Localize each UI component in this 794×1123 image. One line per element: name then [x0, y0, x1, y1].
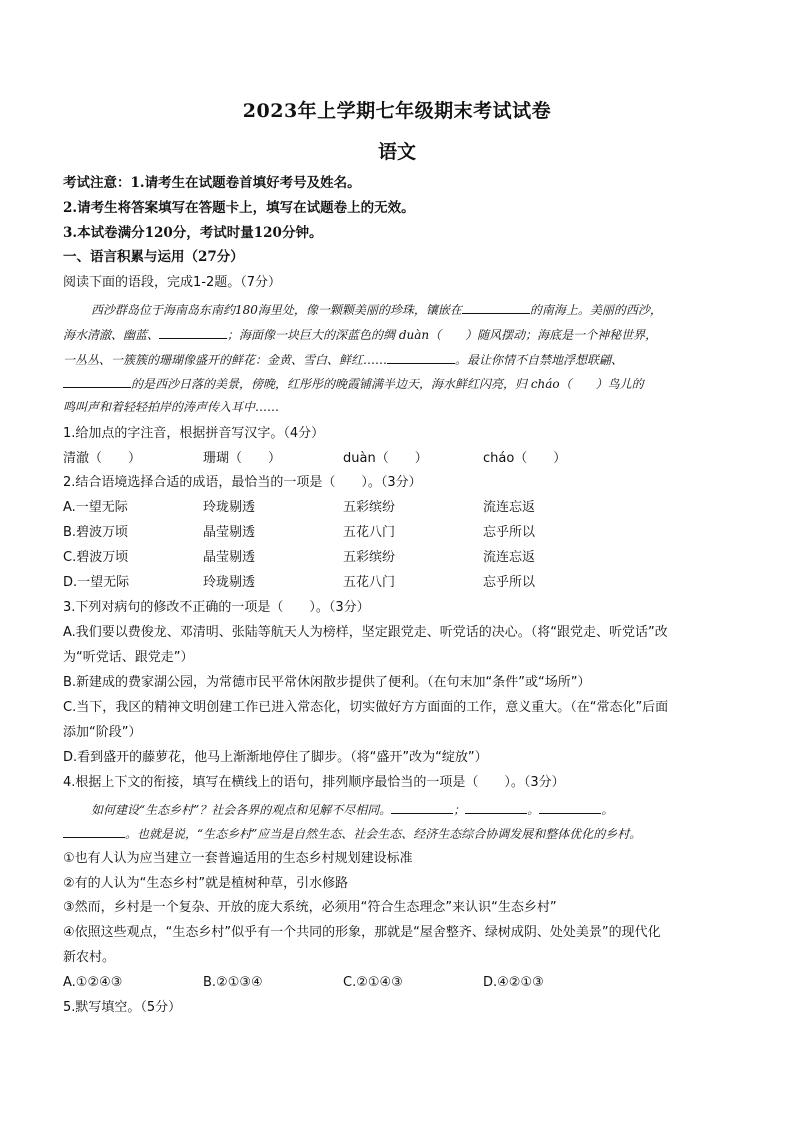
fill-blank — [462, 301, 530, 314]
passage-line-5: 鸣叫声和着轻轻拍岸的涛声传入耳中…… — [63, 400, 280, 414]
fill-blank — [63, 825, 125, 838]
q5-stem: 5.默写填空。（5分） — [63, 1000, 182, 1015]
notice-line-3: 3.本试卷满分120分，考试时量120分钟。 — [63, 225, 323, 241]
fill-blank — [391, 801, 453, 814]
q2-option-c: C.碧波万顷 — [63, 550, 129, 565]
q3-option-a: A.我们要以费俊龙、邓清明、张陆等航天人为榜样，坚定跟党走、听党话的决心。（将“跟党走、听党话”改 — [63, 625, 668, 640]
q4-passage-line-1: 如何建设“生态乡村”？社会各界的观点和见解不尽相同。 ； 。 。 — [91, 803, 614, 817]
q4-option-a: A.①②④③ — [63, 975, 123, 990]
q1-item: 珊瑚（ ） — [203, 451, 282, 466]
passage-line-4: 的是西沙日落的美景，傍晚，红彤彤的晚霞铺满半边天，海水鲜红闪亮，归 cháo（ ）鸟儿的 — [63, 375, 644, 393]
q2-option-d: D.一望无际 — [63, 575, 130, 590]
q4-option-d: D.④②①③ — [483, 975, 544, 990]
q2-option-cell: 玲珑剔透 — [203, 500, 256, 515]
q2-option-cell: 五花八门 — [343, 575, 396, 590]
q4-sentence-3: ③然而，乡村是一个复杂、开放的庞大系统，必须用“符合生态理念”来认识“生态乡村” — [63, 900, 557, 915]
q2-option-b: B.碧波万顷 — [63, 525, 129, 540]
q2-option-cell: 流连忘返 — [483, 550, 536, 565]
fill-blank — [465, 801, 527, 814]
q4-stem: 4.根据上下文的衔接，填写在横线上的语句，排列顺序最恰当的一项是（ ）。（3分） — [63, 775, 565, 790]
passage-line-2: 海水清澈、幽蓝、 ；海面像一块巨大的深蓝色的绸 duàn（ ）随风摆动；海底是一个神秘世界， — [63, 328, 658, 342]
section-heading: 一、语言积累与运用（27分） — [63, 249, 244, 265]
q2-option-cell: 玲珑剔透 — [203, 575, 256, 590]
q3-stem: 3.下列对病句的修改不正确的一项是（ ）。（3分） — [63, 600, 370, 615]
q4-sentence-4: ④依照这些观点，“生态乡村”似乎有一个共同的形象，那就是“屋舍整齐、绿树成阴、处处美景”的现代化 — [63, 925, 661, 940]
q1-item: duàn（ ） — [343, 451, 428, 466]
q3-option-b: B.新建成的费家湖公园，为常德市民平常休闲散步提供了便利。（在句末加“条件”或“场所”） — [63, 675, 591, 690]
fill-blank — [159, 326, 227, 339]
q2-option-cell: 流连忘返 — [483, 500, 536, 515]
q3-option-c-cont: 添加“阶段”） — [63, 725, 142, 740]
passage-line-3: 一丛丛、一簇簇的珊瑚像盛开的鲜花：金黄、雪白、鲜红…… 。最让你情不自禁地浮想联翩、 — [63, 353, 624, 367]
q2-option-cell: 五花八门 — [343, 525, 396, 540]
exam-title: 2023年上学期七年级期末考试试卷 — [242, 100, 552, 122]
q2-option-cell: 五彩缤纷 — [343, 550, 396, 565]
q4-sentence-1: ①也有人认为应当建立一套普遍适用的生态乡村规划建设标准 — [63, 851, 413, 866]
fill-blank — [387, 351, 455, 364]
q4-option-c: C.②①④③ — [343, 975, 403, 990]
q4-sentence-2: ②有的人认为“生态乡村”就是植树种草，引水修路 — [63, 876, 349, 891]
fill-blank — [63, 375, 131, 388]
q2-option-cell: 忘乎所以 — [483, 525, 536, 540]
q2-stem: 2.结合语境选择合适的成语，最恰当的一项是（ ）。（3分） — [63, 475, 422, 490]
q4-passage-line-2: 。也就是说，“生态乡村”应当是自然生态、社会生态、经济生态综合协调发展和整体优化的乡村。 — [63, 825, 641, 843]
q2-option-a: A.一望无际 — [63, 500, 128, 515]
fill-blank — [539, 801, 601, 814]
notice-line-2: 2.请考生将答案填写在答题卡上，填写在试题卷上的无效。 — [63, 200, 415, 216]
passage-line-1: 西沙群岛位于海南岛东南约180海里处，像一颗颗美丽的珍珠，镶嵌在 的南海上。美丽的西沙， — [91, 303, 662, 317]
q1-stem: 1.给加点的字注音，根据拼音写汉字。（4分） — [63, 426, 325, 441]
q4-sentence-4-cont: 新农村。 — [63, 950, 116, 965]
q1-item: cháo（ ） — [483, 451, 567, 466]
subject-title: 语文 — [377, 141, 416, 163]
q2-option-cell: 晶莹剔透 — [203, 550, 256, 565]
q1-2-intro: 阅读下面的语段，完成1-2题。（7分） — [63, 275, 282, 290]
q2-option-cell: 五彩缤纷 — [343, 500, 396, 515]
q2-option-cell: 晶莹剔透 — [203, 525, 256, 540]
q3-option-a-cont: 为“听党话、跟党走”） — [63, 650, 194, 665]
q1-item: 清澈（ ） — [63, 451, 142, 466]
notice-line-1: 考试注意：1.请考生在试题卷首填好考号及姓名。 — [63, 175, 361, 191]
q4-option-b: B.②①③④ — [203, 975, 263, 990]
q3-option-d: D.看到盛开的藤萝花，他马上渐渐地停住了脚步。（将“盛开”改为“绽放”） — [63, 750, 488, 765]
q3-option-c: C.当下，我区的精神文明创建工作已进入常态化，切实做好方方面面的工作，意义重大。（在“常态化”后面 — [63, 700, 669, 715]
q2-option-cell: 忘乎所以 — [483, 575, 536, 590]
